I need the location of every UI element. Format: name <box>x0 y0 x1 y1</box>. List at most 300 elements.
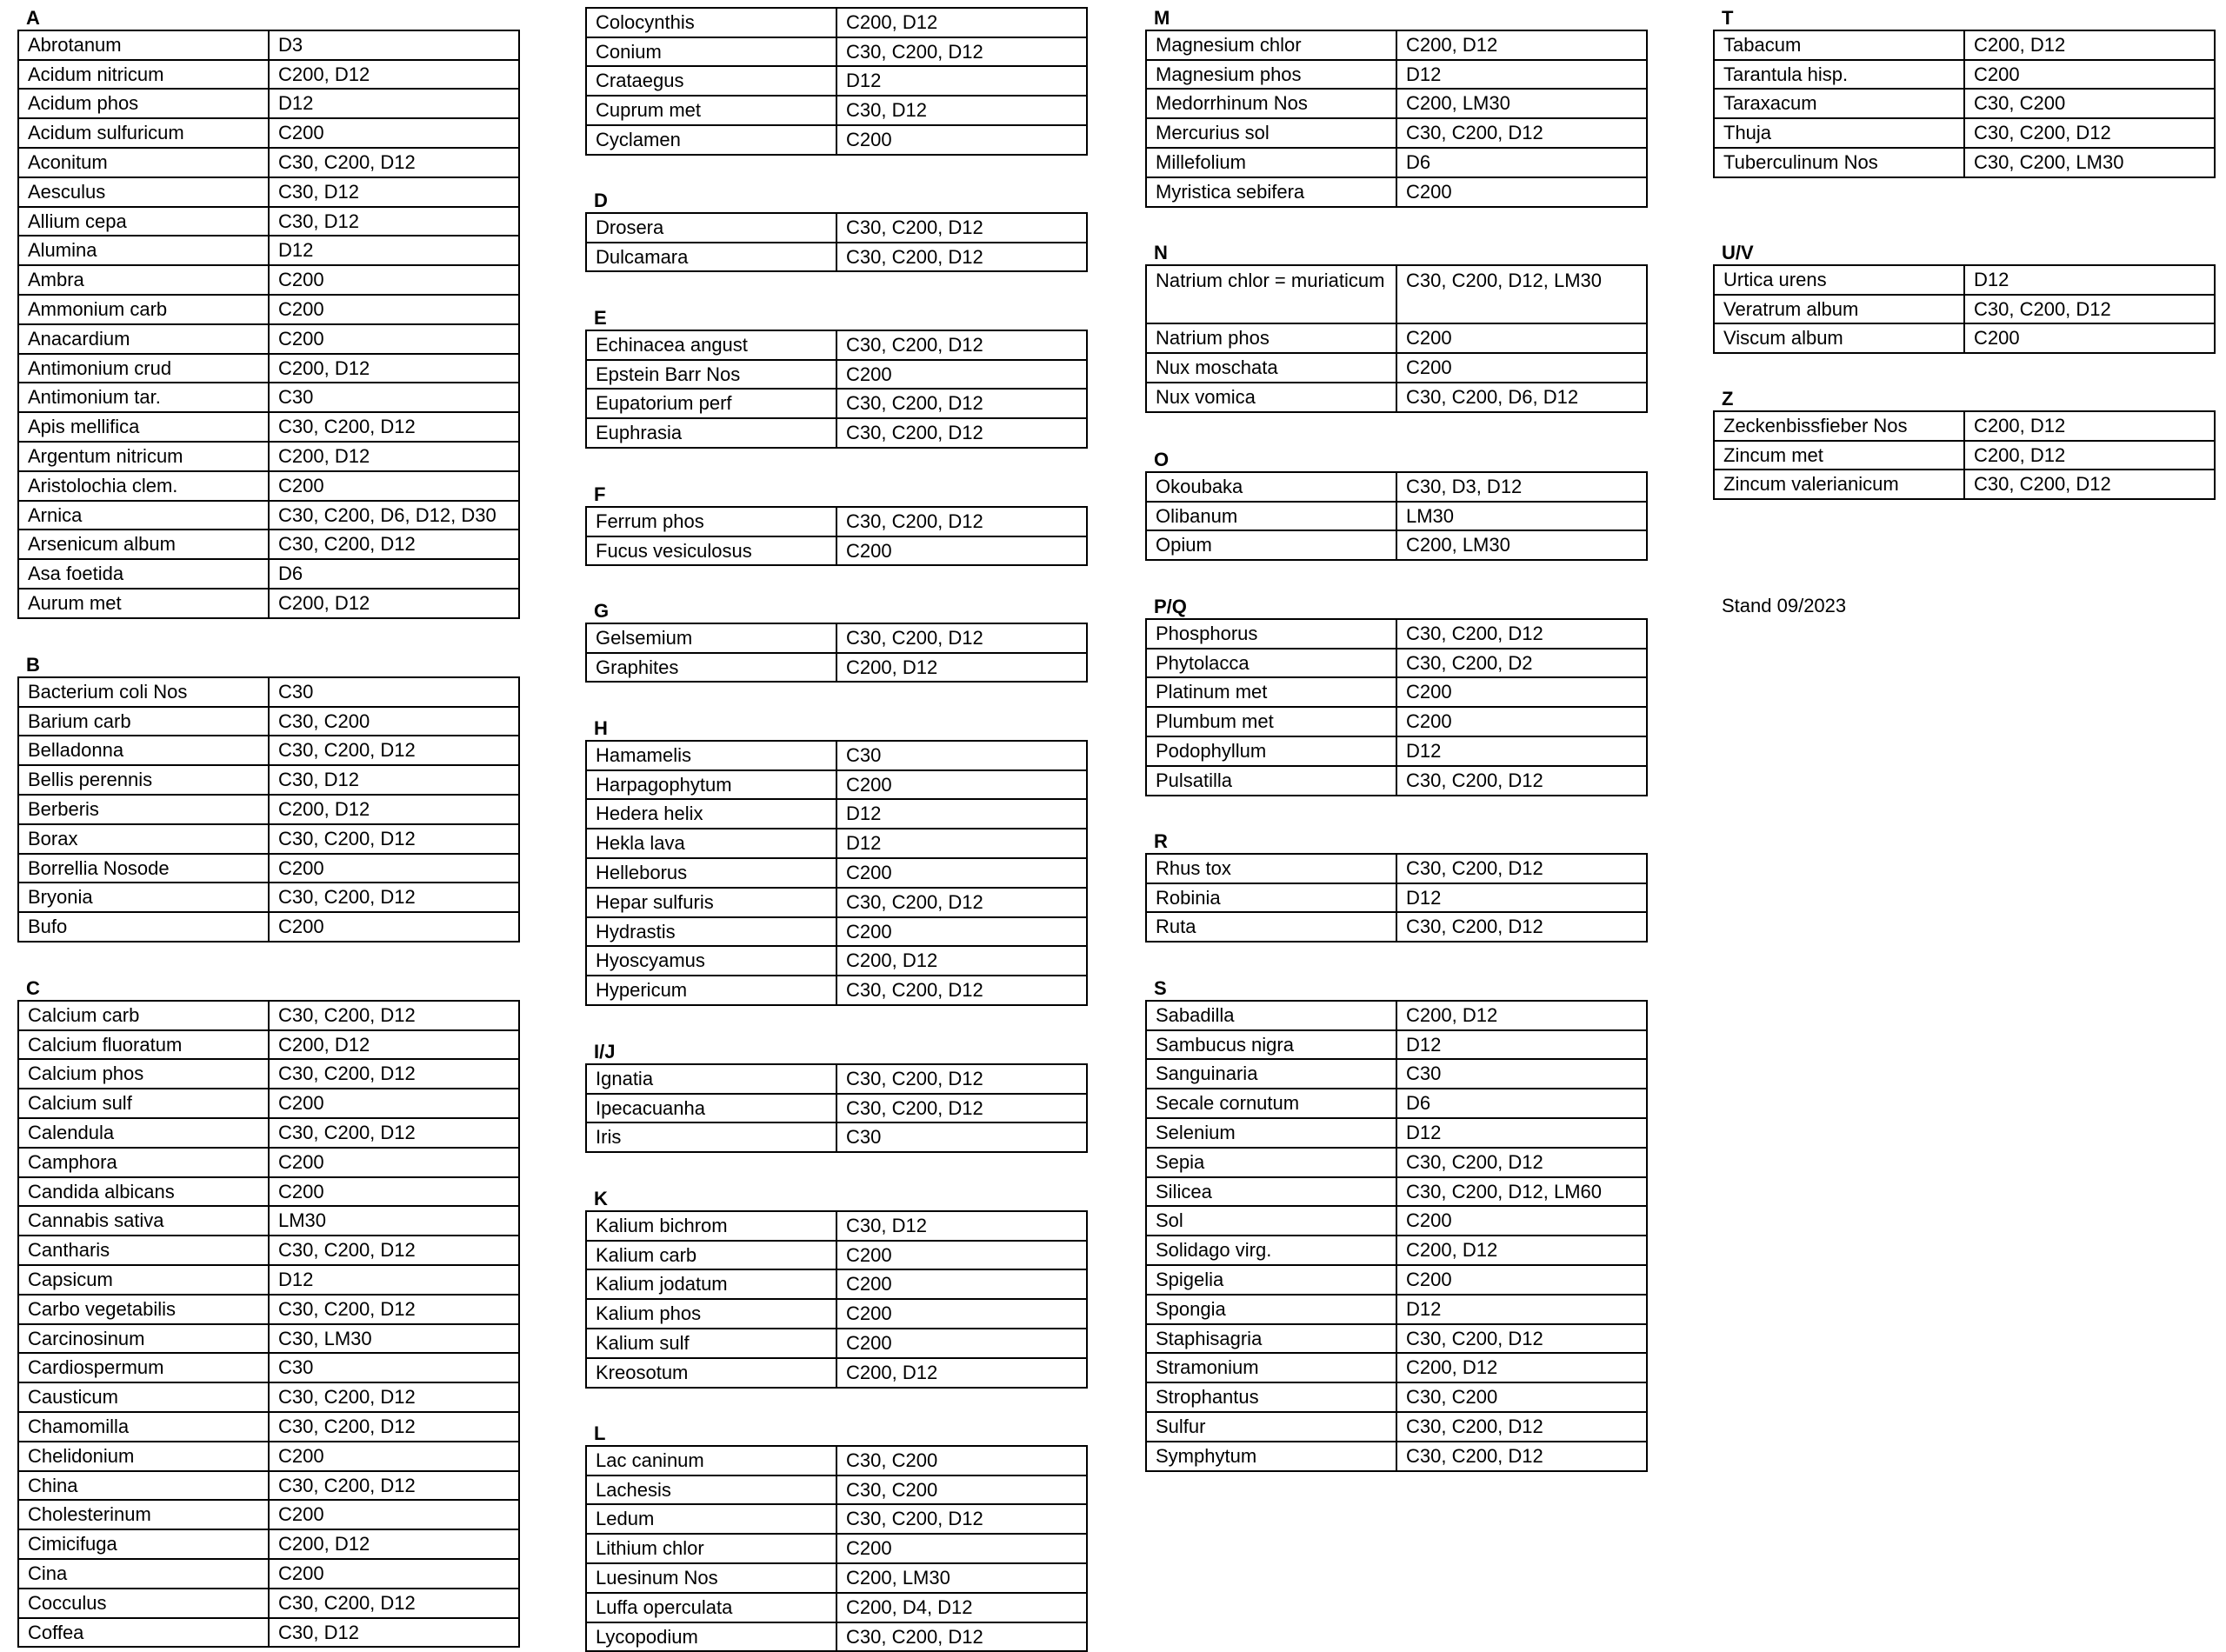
remedy-name: Okoubaka <box>1147 473 1397 501</box>
remedy-potencies: C30, C200, D12 <box>1406 916 1543 938</box>
remedy-name: Strophantus <box>1147 1383 1397 1411</box>
remedy-potencies: C200 <box>278 1150 324 1173</box>
table-row <box>1715 296 2214 325</box>
table-row <box>1147 119 1646 149</box>
table-row <box>587 537 1086 567</box>
remedy-potencies: C200, D12 <box>846 10 938 33</box>
table-row <box>19 883 518 913</box>
remedy-name: Cocculus <box>19 1589 270 1617</box>
table-row <box>1715 90 2214 119</box>
remedy-name: Taraxacum <box>1715 90 1965 117</box>
remedy-potencies: C30, C200, D12 <box>1406 1444 1543 1467</box>
remedy-potencies: C30, C200 <box>846 1478 938 1501</box>
remedy-name: Carbo vegetabilis <box>19 1296 270 1323</box>
remedy-potencies: C200, D12 <box>1406 33 1498 56</box>
remedy-table <box>17 1000 520 1649</box>
table-row <box>1147 767 1646 796</box>
table-row <box>1147 1354 1646 1383</box>
remedy-potencies: C30, C200, D12 <box>846 979 983 1002</box>
remedy-potencies: D6 <box>278 563 303 585</box>
remedy-name: Tarantula hisp. <box>1715 61 1965 89</box>
remedy-name: Causticum <box>19 1383 270 1411</box>
remedy-name: Staphisagria <box>1147 1325 1397 1353</box>
table-row <box>1147 90 1646 119</box>
remedy-name: Anacardium <box>19 325 270 353</box>
remedy-potencies: C30, C200, LM30 <box>1974 150 2124 173</box>
table-row <box>1147 1236 1646 1266</box>
table-row <box>19 1149 518 1178</box>
remedy-name: Ignatia <box>587 1065 837 1093</box>
remedy-name: Cannabis sativa <box>19 1207 270 1235</box>
table-row <box>19 1560 518 1589</box>
remedy-name: Lachesis <box>587 1476 837 1504</box>
remedy-potencies: C30, D12 <box>278 180 359 203</box>
table-row <box>1147 1413 1646 1442</box>
remedy-name: Ledum <box>587 1505 837 1533</box>
remedy-potencies: C200, LM30 <box>1406 534 1510 556</box>
table-row <box>1715 266 2214 296</box>
remedy-potencies: C200 <box>846 1302 892 1325</box>
table-row <box>1147 531 1646 561</box>
remedy-potencies: C200, D12 <box>278 63 370 85</box>
table-row <box>1147 178 1646 208</box>
table-row <box>1147 1031 1646 1061</box>
section-block <box>1145 970 1648 1472</box>
remedy-name: Bacterium coli Nos <box>19 678 270 706</box>
table-row <box>19 1266 518 1296</box>
remedy-table <box>585 330 1088 449</box>
remedy-potencies: C200 <box>278 474 324 496</box>
section-block <box>585 476 1088 566</box>
section-block <box>1713 0 2216 178</box>
remedy-potencies: LM30 <box>278 1209 327 1232</box>
remedy-name: Thuja <box>1715 119 1965 147</box>
remedy-table <box>1713 264 2216 354</box>
table-row <box>587 1065 1086 1095</box>
remedy-name: Coffea <box>19 1619 270 1647</box>
remedy-potencies: C30, C200, D12 <box>846 510 983 532</box>
remedy-name: Candida albicans <box>19 1178 270 1206</box>
table-row <box>19 296 518 325</box>
remedy-name: Tuberculinum Nos <box>1715 149 1965 177</box>
remedy-name: Acidum phos <box>19 90 270 117</box>
remedy-name: Sol <box>1147 1207 1397 1235</box>
remedy-name: Antimonium crud <box>19 355 270 383</box>
remedy-potencies: C200, D12 <box>846 656 938 678</box>
remedy-potencies: C200 <box>1406 710 1452 733</box>
remedy-table <box>1145 853 1648 943</box>
remedy-name: Bufo <box>19 913 270 941</box>
remedy-name: Cuprum met <box>587 97 837 124</box>
section-block <box>585 1181 1088 1389</box>
remedy-name: Barium carb <box>19 708 270 736</box>
table-row <box>587 624 1086 654</box>
remedy-potencies: C30, C200, D12 <box>278 1297 416 1320</box>
table-row <box>19 736 518 766</box>
remedy-name: Belladonna <box>19 736 270 764</box>
section-block <box>1145 442 1648 561</box>
table-row <box>587 742 1086 771</box>
remedy-potencies: C30 <box>846 743 882 766</box>
remedy-potencies: C200 <box>278 1444 324 1467</box>
remedy-name: China <box>19 1472 270 1500</box>
table-row <box>587 654 1086 683</box>
table-row <box>19 1002 518 1031</box>
remedy-name: Ferrum phos <box>587 508 837 536</box>
remedy-name: Myristica sebifera <box>1147 178 1397 206</box>
remedy-name: Magnesium phos <box>1147 61 1397 89</box>
remedy-potencies: C200 <box>278 1092 324 1115</box>
table-row <box>1147 855 1646 884</box>
table-row <box>19 1472 518 1502</box>
remedy-potencies: C30, C200, D6, D12 <box>1406 385 1579 408</box>
table-row <box>1715 119 2214 149</box>
table-row <box>1147 1296 1646 1325</box>
remedy-table <box>1145 264 1648 413</box>
remedy-name: Urtica urens <box>1715 266 1965 294</box>
remedy-name: Secale cornutum <box>1147 1089 1397 1117</box>
table-row <box>1147 1442 1646 1472</box>
table-row <box>19 208 518 237</box>
remedy-name: Medorrhinum Nos <box>1147 90 1397 117</box>
remedy-potencies: C30, C200, D12 <box>278 1239 416 1262</box>
remedy-name: Sabadilla <box>1147 1002 1397 1029</box>
section-letter: P/Q <box>1154 596 1187 617</box>
table-row <box>19 1119 518 1149</box>
remedy-potencies: C30, C200, D12 <box>1406 1150 1543 1173</box>
remedy-potencies: C30, C200, D12, LM30 <box>1406 269 1603 291</box>
remedy-potencies: C30, C200, D12 <box>1406 122 1543 144</box>
remedy-potencies: C30, C200, D12 <box>278 1591 416 1614</box>
remedy-name: Aesculus <box>19 178 270 206</box>
table-row <box>19 472 518 502</box>
remedy-name: Ipecacuanha <box>587 1095 837 1122</box>
section-letter: M <box>1154 7 1170 29</box>
remedy-potencies: C200, D12 <box>1974 414 2066 436</box>
table-row <box>1147 1178 1646 1208</box>
remedy-potencies: C30, C200, D12, LM60 <box>1406 1180 1603 1202</box>
section-letter: N <box>1154 242 1168 263</box>
remedy-potencies: C30, D12 <box>278 210 359 232</box>
remedy-name: Opium <box>1147 531 1397 559</box>
remedy-name: Aconitum <box>19 149 270 177</box>
remedy-potencies: D12 <box>1406 886 1442 909</box>
table-row <box>19 825 518 855</box>
remedy-name: Solidago virg. <box>1147 1236 1397 1264</box>
remedy-potencies: C200 <box>846 1537 892 1560</box>
remedy-potencies: C200 <box>278 916 324 938</box>
table-row <box>19 530 518 560</box>
remedy-name: Bryonia <box>19 883 270 911</box>
table-row <box>587 1623 1086 1652</box>
remedy-name: Kalium carb <box>587 1242 837 1269</box>
remedy-table <box>17 30 520 619</box>
remedy-potencies: C200 <box>846 539 892 562</box>
table-row <box>19 678 518 708</box>
remedy-name: Epstein Barr Nos <box>587 361 837 389</box>
remedy-name: Nux vomica <box>1147 383 1397 411</box>
section-letter: H <box>594 717 608 739</box>
remedy-potencies: C30, C200, D12 <box>1406 622 1543 644</box>
table-row <box>19 1413 518 1442</box>
remedy-potencies: C200 <box>1406 327 1452 350</box>
remedy-potencies: C200, D12 <box>278 444 370 467</box>
remedy-name: Rhus tox <box>1147 855 1397 883</box>
table-row <box>587 1594 1086 1623</box>
section-letter: L <box>594 1422 606 1444</box>
remedy-name: Fucus vesiculosus <box>587 537 837 565</box>
remedy-potencies: LM30 <box>1406 504 1455 527</box>
remedy-name: Zeckenbissfieber Nos <box>1715 412 1965 440</box>
remedy-potencies: C30, C200, D12 <box>278 1386 416 1409</box>
remedy-table <box>1145 30 1648 208</box>
remedy-potencies: D12 <box>1406 739 1442 762</box>
remedy-table <box>1713 410 2216 500</box>
table-row <box>1147 1002 1646 1031</box>
section-letter: R <box>1154 830 1168 852</box>
remedy-potencies: C200, LM30 <box>1406 92 1510 115</box>
remedy-name: Millefolium <box>1147 149 1397 177</box>
remedy-potencies: D12 <box>846 832 882 855</box>
remedy-potencies: C200 <box>846 1243 892 1266</box>
remedy-potencies: C30, D3, D12 <box>1406 475 1523 497</box>
table-row <box>587 889 1086 918</box>
remedy-name: Nux moschata <box>1147 354 1397 382</box>
remedy-potencies: C200, D12 <box>278 591 370 614</box>
remedy-potencies: C200 <box>1406 681 1452 703</box>
remedy-potencies: C30, C200, D12 <box>1406 769 1543 791</box>
section-letter: D <box>594 190 608 211</box>
table-row <box>19 31 518 61</box>
table-row <box>587 1123 1086 1153</box>
table-row <box>19 708 518 737</box>
remedy-name: Zincum valerianicum <box>1715 470 1965 498</box>
section-letter: A <box>26 7 40 29</box>
remedy-potencies: D12 <box>278 239 314 262</box>
table-row <box>587 829 1086 859</box>
section-block <box>1145 823 1648 943</box>
table-row <box>19 443 518 472</box>
section-letter <box>585 0 1088 7</box>
table-row <box>1147 913 1646 943</box>
table-row <box>1715 442 2214 471</box>
table-row <box>587 1476 1086 1506</box>
section-letter: T <box>1722 7 1734 29</box>
table-row <box>1147 1266 1646 1296</box>
table-row <box>587 361 1086 390</box>
remedy-potencies: C200, D12 <box>846 949 938 972</box>
section-block <box>585 1034 1088 1153</box>
table-row <box>587 800 1086 829</box>
table-row <box>587 1564 1086 1594</box>
remedy-name: Alumina <box>19 236 270 264</box>
remedy-potencies: C200 <box>1406 180 1452 203</box>
remedy-name: Conium <box>587 38 837 66</box>
table-row <box>587 1270 1086 1300</box>
table-row <box>19 766 518 796</box>
section-block <box>585 300 1088 449</box>
table-row <box>1147 503 1646 532</box>
remedy-name: Robinia <box>1147 884 1397 912</box>
remedy-name: Camphora <box>19 1149 270 1176</box>
remedy-potencies: C30, C200, D12 <box>278 416 416 438</box>
remedy-potencies: C200 <box>278 1562 324 1584</box>
remedy-name: Argentum nitricum <box>19 443 270 470</box>
remedy-potencies: C30, C200, D12 <box>278 533 416 556</box>
section-block <box>585 710 1088 1006</box>
remedy-potencies: D12 <box>1406 63 1442 85</box>
table-row <box>587 1447 1086 1476</box>
table-row <box>1147 737 1646 767</box>
remedy-potencies: C200 <box>846 1273 892 1296</box>
table-row <box>587 1212 1086 1242</box>
remedy-potencies: D6 <box>1406 150 1431 173</box>
remedy-name: Plumbum met <box>1147 708 1397 736</box>
remedy-potencies: C30, C200, D12 <box>846 890 983 913</box>
remedy-potencies: C30, C200, D6, D12, D30 <box>278 503 497 526</box>
section-block <box>1713 235 2216 354</box>
remedy-potencies: C200, D12 <box>278 1533 370 1555</box>
table-row <box>587 9 1086 38</box>
remedy-name: Phosphorus <box>1147 620 1397 648</box>
remedy-name: Silicea <box>1147 1178 1397 1206</box>
remedy-potencies: C30, C200, D12 <box>846 216 983 238</box>
remedy-potencies: C30, D12 <box>846 1214 927 1236</box>
remedy-potencies: C200 <box>846 1331 892 1354</box>
table-row <box>1715 61 2214 90</box>
remedy-table <box>1145 1000 1648 1472</box>
remedy-potencies: C200, D12 <box>1406 1356 1498 1379</box>
remedy-name: Crataegus <box>587 67 837 95</box>
remedy-name: Podophyllum <box>1147 737 1397 765</box>
table-row <box>19 325 518 355</box>
remedy-name: Sepia <box>1147 1149 1397 1176</box>
remedy-name: Symphytum <box>1147 1442 1397 1470</box>
table-row <box>1147 383 1646 413</box>
remedy-name: Spigelia <box>1147 1266 1397 1294</box>
remedy-name: Lithium chlor <box>587 1535 837 1562</box>
remedy-name: Hydrastis <box>587 918 837 946</box>
remedy-name: Cimicifuga <box>19 1530 270 1558</box>
table-row <box>19 1060 518 1089</box>
table-row <box>1147 354 1646 383</box>
table-row <box>19 590 518 619</box>
remedy-name: Arsenicum album <box>19 530 270 558</box>
table-row <box>587 214 1086 243</box>
remedy-name: Magnesium chlor <box>1147 31 1397 59</box>
table-row <box>1147 1089 1646 1119</box>
remedy-name: Selenium <box>1147 1119 1397 1147</box>
remedy-potencies: C200, D12 <box>278 797 370 820</box>
remedy-potencies: C30, C200, D12 <box>846 1067 983 1089</box>
remedy-potencies: C30 <box>278 386 314 409</box>
table-row <box>19 90 518 119</box>
remedy-potencies: C30, C200, D2 <box>1406 651 1533 674</box>
remedy-name: Ruta <box>1147 913 1397 941</box>
remedy-potencies: C30 <box>846 1126 882 1149</box>
remedy-potencies: C200 <box>1406 356 1452 379</box>
remedy-name: Kreosotum <box>587 1359 837 1387</box>
remedy-potencies: C30, C200, D12 <box>846 1625 983 1648</box>
table-row <box>587 1329 1086 1359</box>
remedy-potencies: D3 <box>278 33 303 56</box>
remedy-table <box>585 623 1088 683</box>
remedy-name: Luesinum Nos <box>587 1564 837 1592</box>
remedy-name: Hypericum <box>587 976 837 1004</box>
remedy-name: Colocynthis <box>587 9 837 37</box>
remedy-potencies: C30, C200, D12 <box>1974 297 2111 320</box>
remedy-name: Asa foetida <box>19 560 270 588</box>
remedy-name: Euphrasia <box>587 419 837 447</box>
remedy-potencies: C200 <box>278 269 324 291</box>
remedy-name: Sulfur <box>1147 1413 1397 1441</box>
remedy-name: Borrellia Nosode <box>19 855 270 883</box>
remedy-potencies: D12 <box>1406 1121 1442 1143</box>
remedy-potencies: C30, C200, D12 <box>846 40 983 63</box>
section-block <box>17 647 520 943</box>
remedy-name: Helleborus <box>587 859 837 887</box>
remedy-name: Calcium carb <box>19 1002 270 1029</box>
table-row <box>1715 412 2214 442</box>
remedy-table <box>585 1445 1088 1652</box>
remedy-potencies: C200 <box>1974 327 2020 350</box>
table-row <box>587 243 1086 273</box>
remedy-potencies: C30, C200, D12 <box>278 1415 416 1437</box>
table-row <box>587 918 1086 948</box>
section-block <box>585 0 1088 156</box>
remedy-potencies: C200, D12 <box>278 1033 370 1056</box>
remedy-potencies: C30, C200 <box>1974 92 2066 115</box>
remedy-name: Phytolacca <box>1147 649 1397 677</box>
remedy-name: Sambucus nigra <box>1147 1031 1397 1059</box>
remedy-potencies: C200, LM30 <box>846 1566 950 1589</box>
remedy-potencies: C200, D12 <box>1406 1003 1498 1026</box>
remedy-name: Cina <box>19 1560 270 1588</box>
remedy-table <box>585 212 1088 273</box>
remedy-name: Hamamelis <box>587 742 837 769</box>
remedy-name: Kalium jodatum <box>587 1270 837 1298</box>
remedy-name: Platinum met <box>1147 678 1397 706</box>
table-row <box>1147 649 1646 679</box>
section-block <box>585 593 1088 683</box>
remedy-potencies: C200 <box>278 1180 324 1202</box>
table-row <box>19 355 518 384</box>
table-row <box>19 1383 518 1413</box>
section-letter: I/J <box>594 1041 616 1062</box>
table-row <box>19 796 518 825</box>
remedy-name: Hepar sulfuris <box>587 889 837 916</box>
table-row <box>19 1178 518 1208</box>
remedy-name: Natrium phos <box>1147 324 1397 352</box>
remedy-potencies: C30, C200, D12 <box>278 1474 416 1496</box>
table-row <box>587 1535 1086 1564</box>
remedy-name: Chelidonium <box>19 1442 270 1470</box>
remedy-potencies: D12 <box>1406 1297 1442 1320</box>
remedy-potencies: C200 <box>278 327 324 350</box>
remedy-name: Cholesterinum <box>19 1501 270 1529</box>
table-row <box>1147 473 1646 503</box>
remedy-potencies: C30 <box>278 680 314 703</box>
remedy-potencies: C30, C200, D12 <box>846 626 983 649</box>
remedy-table <box>585 740 1088 1006</box>
remedy-name: Stramonium <box>1147 1354 1397 1382</box>
remedy-potencies: C30, LM30 <box>278 1327 372 1349</box>
remedy-potencies: C200 <box>278 297 324 320</box>
remedy-name: Echinacea angust <box>587 331 837 359</box>
remedy-name: Luffa operculata <box>587 1594 837 1622</box>
remedy-potencies: D12 <box>1974 268 2009 290</box>
remedy-potencies: C200 <box>846 128 892 150</box>
